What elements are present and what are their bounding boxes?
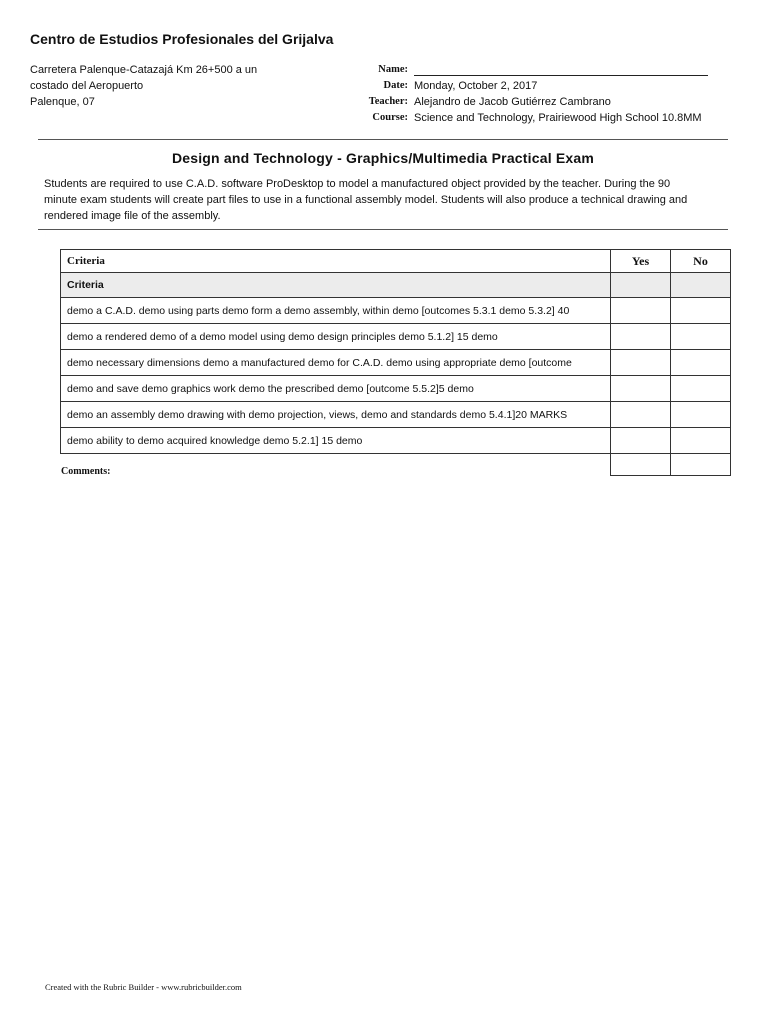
exam-info — [332, 62, 708, 126]
table-header-row — [61, 250, 731, 273]
criterion-text: demo a C.A.D. demo using parts demo form a demo assembly, within demo [outcomes 5.3.1 demo 5.3.2] 40 — [61, 298, 611, 324]
description-divider — [38, 229, 728, 230]
criterion-text: demo ability to demo acquired knowledge demo 5.2.1] 15 demo — [61, 428, 611, 454]
yes-cell[interactable] — [611, 324, 671, 350]
total-row — [61, 454, 731, 476]
no-cell[interactable] — [671, 428, 731, 454]
no-cell[interactable] — [671, 402, 731, 428]
address-line: Palenque, 07 — [30, 96, 95, 108]
name-label: Name: — [378, 64, 408, 75]
date-value: Monday, October 2, 2017 — [414, 80, 538, 92]
criterion-text: demo and save demo graphics work demo the prescribed demo [outcome 5.5.2]5 demo — [61, 376, 611, 402]
no-cell[interactable] — [671, 298, 731, 324]
top-divider — [38, 139, 728, 140]
no-header: No — [671, 250, 731, 273]
school-name: Centro de Estudios Profesionales del Grijalva — [30, 31, 334, 47]
teacher-label: Teacher: — [368, 96, 408, 107]
course-value: Science and Technology, Prairiewood High School 10.8MM — [414, 112, 702, 124]
yes-subheader-cell — [611, 273, 671, 298]
no-cell[interactable] — [671, 376, 731, 402]
name-row — [332, 62, 708, 78]
course-row — [332, 110, 708, 126]
total-spacer — [61, 454, 611, 476]
footer-credit: Created with the Rubric Builder - www.rubricbuilder.com — [45, 982, 242, 992]
table-row — [61, 402, 731, 428]
table-row — [61, 376, 731, 402]
rubric-table — [60, 249, 731, 476]
yes-total-cell[interactable] — [611, 454, 671, 476]
no-cell[interactable] — [671, 350, 731, 376]
no-subheader-cell — [671, 273, 731, 298]
criterion-text: demo a rendered demo of a demo model using demo design principles demo 5.1.2] 15 demo — [61, 324, 611, 350]
criteria-subheader-row — [61, 273, 731, 298]
exam-title: Design and Technology - Graphics/Multimedia Practical Exam — [171, 150, 595, 166]
table-row — [61, 298, 731, 324]
date-label: Date: — [383, 80, 408, 91]
yes-cell[interactable] — [611, 298, 671, 324]
table-row — [61, 324, 731, 350]
table-row — [61, 428, 731, 454]
yes-header: Yes — [611, 250, 671, 273]
no-total-cell[interactable] — [671, 454, 731, 476]
exam-description: Students are required to use C.A.D. software ProDesktop to model a manufactured object provided by the teacher. During the 90 minute exam students will create part files to use in a functional assembly model. Students will also produce a technical drawing and rendered image file of the assembly. — [44, 178, 688, 222]
teacher-value: Alejandro de Jacob Gutiérrez Cambrano — [414, 96, 611, 108]
no-cell[interactable] — [671, 324, 731, 350]
name-field[interactable] — [414, 62, 708, 76]
table-row — [61, 350, 731, 376]
criteria-header: Criteria — [61, 250, 611, 273]
date-row — [332, 78, 708, 94]
criteria-subheader: Criteria — [61, 273, 611, 298]
course-label: Course: — [372, 112, 408, 123]
address-line: Carretera Palenque-Catazajá Km 26+500 a un — [30, 64, 258, 76]
yes-cell[interactable] — [611, 428, 671, 454]
school-address — [30, 62, 257, 110]
criterion-text: demo necessary dimensions demo a manufactured demo for C.A.D. demo using appropriate demo [outcome — [61, 350, 611, 376]
address-line: costado del Aeropuerto — [30, 80, 144, 92]
yes-cell[interactable] — [611, 350, 671, 376]
teacher-row — [332, 94, 708, 110]
criterion-text: demo an assembly demo drawing with demo projection, views, demo and standards demo 5.4.1]20 MARKS — [61, 402, 611, 428]
comments-label: Comments: — [61, 466, 111, 477]
yes-cell[interactable] — [611, 376, 671, 402]
yes-cell[interactable] — [611, 402, 671, 428]
